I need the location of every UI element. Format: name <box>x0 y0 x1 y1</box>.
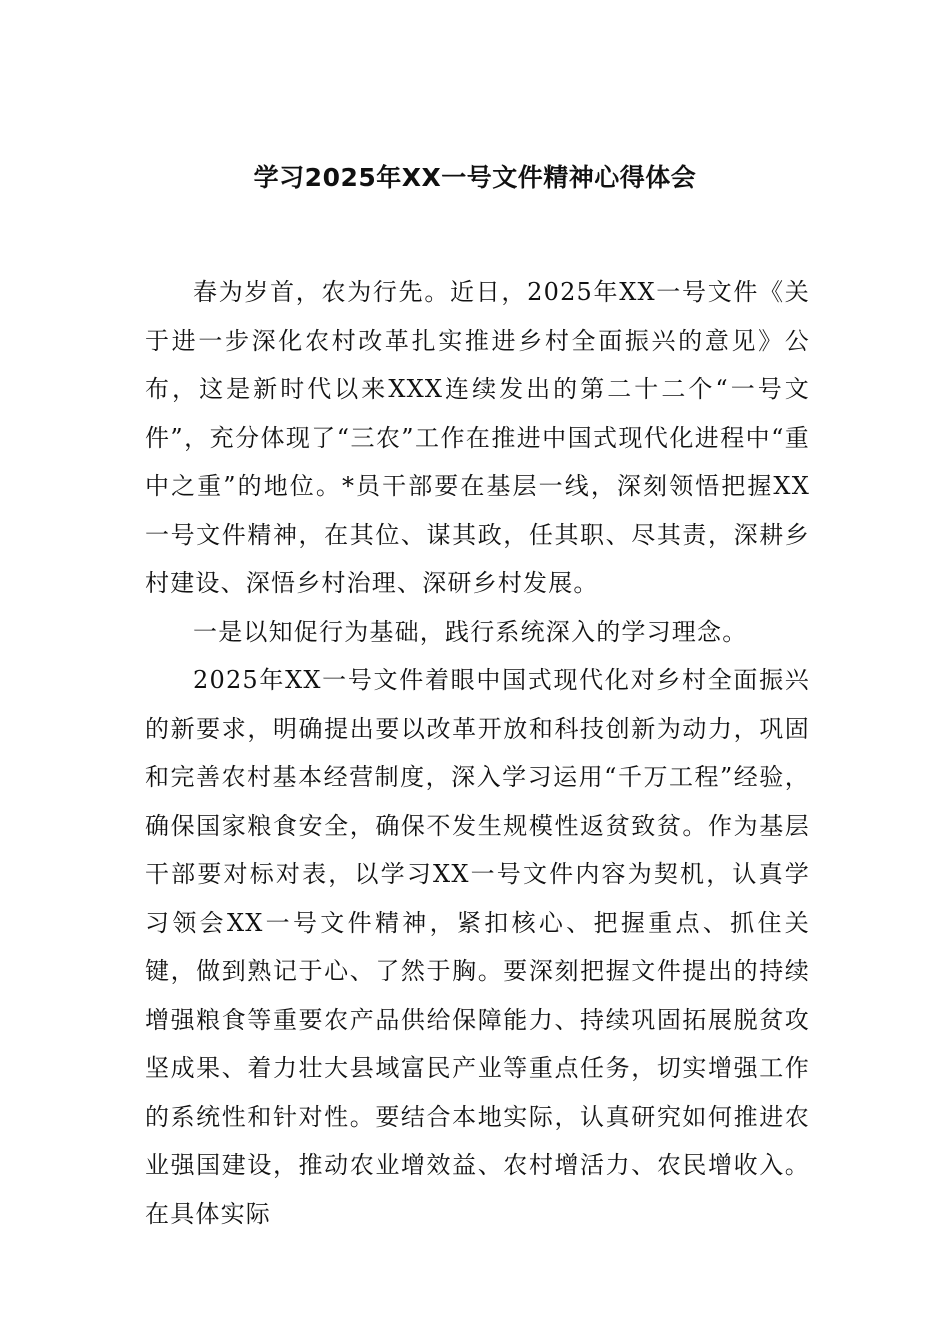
document-body <box>145 268 810 1238</box>
paragraph-section-one: 2025年XX一号文件着眼中国式现代化对乡村全面振兴的新要求，明确提出要以改革开放和科技创新为动力，巩固和完善农村基本经营制度，深入学习运用“千万工程”经验，确保国家粮食安全，确保不发生规模性返贫致贫。作为基层干部要对标对表，以学习XX一号文件内容为契机，认真学习领会XX一号文件精神，紧扣核心、把握重点、抓住关键，做到熟记于心、了然于胸。要深刻把握文件提出的持续增强粮食等重要农产品供给保障能力、持续巩固拓展脱贫攻坚成果、着力壮大县域富民产业等重点任务，切实增强工作的系统性和针对性。要结合本地实际，认真研究如何推进农业强国建设，推动农业增效益、农村增活力、农民增收入。在具体实际 <box>145 666 810 1228</box>
document-title: 学习2025年XX一号文件精神心得体会 <box>253 163 697 192</box>
paragraph-heading-one: 一是以知促行为基础，践行系统深入的学习理念。 <box>193 617 748 646</box>
paragraph-intro: 春为岁首，农为行先。近日，2025年XX一号文件《关于进一步深化农村改革扎实推进乡村全面振兴的意见》公布，这是新时代以来XXX连续发出的第二十二个“一号文件”，充分体现了“三农”工作在推进中国式现代化进程中“重中之重”的地位。*员干部要在基层一线，深刻领悟把握XX一号文件精神，在其位、谋其政，任其职、尽其责，深耕乡村建设、深悟乡村治理、深研乡村发展。 <box>145 278 810 597</box>
